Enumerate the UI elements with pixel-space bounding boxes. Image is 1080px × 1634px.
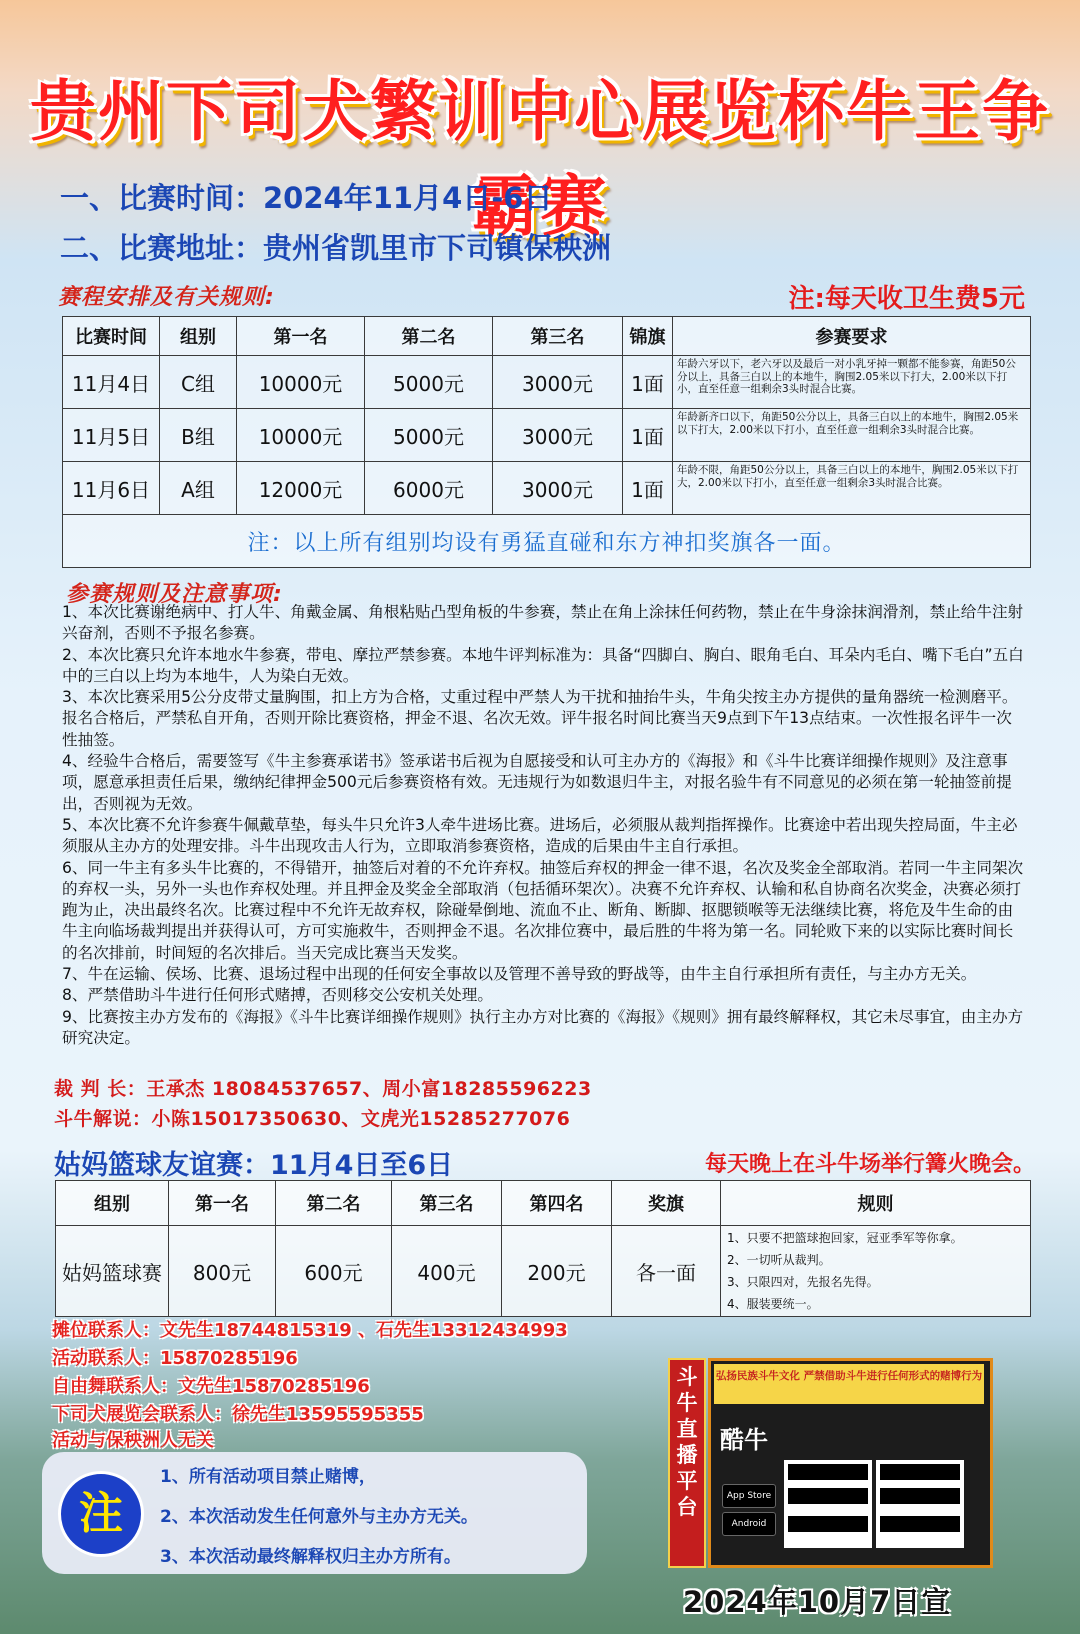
cell-fourth: 200元: [502, 1226, 612, 1317]
cell-second: 600元: [276, 1226, 392, 1317]
commentary: 斗牛解说：小陈15017350630、文虎光15285277076: [54, 1108, 571, 1130]
cell-third: 3000元: [493, 356, 623, 409]
header-cell: 参赛要求: [673, 317, 1031, 356]
table-note-row: [63, 515, 1031, 568]
match-table-header: [63, 317, 1031, 356]
rule-item: 7、牛在运输、侯场、比赛、退场过程中出现的任何安全事故以及管理不善导致的野战等，由牛主自行承担所有责任，与主办方无关。: [62, 965, 977, 984]
dance-contact: 自由舞联系人：文先生15870285196: [52, 1376, 370, 1397]
table-row: [56, 1226, 1031, 1317]
basketball-rule: 3、只限四对，先报名先得。: [727, 1275, 879, 1289]
cell-second: 5000元: [365, 409, 493, 462]
cell-group: 姑妈篮球赛: [56, 1226, 169, 1317]
app-name: 酷牛: [720, 1426, 768, 1454]
fee-note: 注:每天收卫生费5元: [788, 284, 1025, 314]
cell-third: 3000元: [493, 462, 623, 515]
header-cell: 第三名: [493, 317, 623, 356]
table-row: [63, 356, 1031, 409]
header-cell: 规则: [721, 1181, 1031, 1226]
table-row: [63, 462, 1031, 515]
cell-requirement: 年龄不限，角距50公分以上，具备三白以上的本地牛，胸围2.05米以下打大，2.00米以下打小，直至任意一组剩余3头时混合比赛。: [673, 462, 1031, 515]
header-cell: 比赛时间: [63, 317, 160, 356]
rule-item: 2、本次比赛只允许本地水牛参赛，带电、摩拉严禁参赛。本地牛评判标准为：具备“四脚白、胸白、眼角毛白、耳朵内毛白、嘴下毛白”五白中的三白以上均为本地牛，人为染白无效。: [62, 645, 1024, 685]
rule-item: 4、经验牛合格后，需要签写《牛主参赛承诺书》签承诺书后视为自愿接受和认可主办方的《海报》和《斗牛比赛详细操作规则》及注意事项，愿意承担责任后果，缴纳纪律押金500元后参赛资格有效。无违规行为如数退归牛主，对报名验牛有不同意见的必须在第一轮抽签前提出，否则视为无效。: [62, 752, 1012, 813]
activity-contact: 活动联系人：15870285196: [52, 1348, 298, 1369]
header-cell: 第四名: [502, 1181, 612, 1226]
schedule-heading: 赛程安排及有关规则:: [58, 285, 275, 310]
header-cell: 第三名: [392, 1181, 502, 1226]
android-badge: Android: [722, 1512, 776, 1536]
cell-date: 11月4日: [63, 356, 160, 409]
cell-banner: 1面: [623, 462, 673, 515]
notice-line: 2、本次活动发生任何意外与主办方无关。: [160, 1507, 478, 1527]
disclaimer-contact: 活动与保秧洲人无关: [52, 1430, 214, 1451]
cell-date: 11月5日: [63, 409, 160, 462]
cell-first: 12000元: [237, 462, 365, 515]
poster-title: 贵州下司犬繁训中心展览杯牛王争霸赛: [30, 72, 1050, 245]
dog-show-contact: 下司犬展览会联系人：徐先生13595595355: [52, 1404, 424, 1425]
cell-group: A组: [160, 462, 237, 515]
match-table: [62, 316, 1031, 568]
header-cell: 第一名: [237, 317, 365, 356]
rule-item: 5、本次比赛不允许参赛牛佩戴草垫，每头牛只允许3人牵牛进场比赛。进场后，必须服从裁判指挥操作。比赛途中若出现失控局面，牛主必须服从主办方的处理安排。斗牛出现攻击人行为，立即取消参赛资格，造成的后果由牛主自行承担。: [62, 815, 1018, 856]
basketball-table: [55, 1180, 1031, 1317]
cell-third: 400元: [392, 1226, 502, 1317]
cell-first: 10000元: [237, 356, 365, 409]
rules-list: [62, 602, 1027, 1049]
cell-group: C组: [160, 356, 237, 409]
header-cell: 第一名: [169, 1181, 276, 1226]
qr-code-icon: [784, 1460, 872, 1548]
header-cell: 第二名: [276, 1181, 392, 1226]
notice-line: 3、本次活动最终解释权归主办方所有。: [160, 1547, 461, 1567]
match-place: 二、比赛地址：贵州省凯里市下司镇保秧洲: [60, 231, 612, 265]
bonfire-note: 每天晚上在斗牛场举行篝火晚会。: [704, 1152, 1035, 1177]
cell-flag: 各一面: [612, 1226, 721, 1317]
notice-badge: 注: [58, 1471, 144, 1557]
cell-second: 5000元: [365, 356, 493, 409]
cell-date: 11月6日: [63, 462, 160, 515]
header-cell: 第二名: [365, 317, 493, 356]
rule-item: 3、本次比赛采用5公分皮带丈量胸围，扣上方为合格，丈重过程中严禁人为干扰和抽抬牛头，牛角尖按主办方提供的量角器统一检测磨平。报名合格后，严禁私自开角，否则开除比赛资格，押金不退、名次无效。评牛报名时间比赛当天9点到下午13点结束。一次性报名评牛一次性抽签。: [62, 688, 1018, 749]
qr-code-icon: [876, 1460, 964, 1548]
rules-heading: 参赛规则及注意事项:: [66, 582, 283, 607]
cell-requirement: 年龄新齐口以下，角距50公分以上，具备三白以上的本地牛，胸围2.05米以下打大，2.00米以下打小，直至任意一组剩余3头时混合比赛。: [673, 409, 1031, 462]
match-time: 一、比赛时间：2024年11月4日-6日: [60, 181, 553, 215]
table-row: [63, 409, 1031, 462]
basketball-rule: 4、服装要统一。: [727, 1297, 819, 1311]
cell-requirement: 年龄六牙以下，老六牙以及最后一对小乳牙掉一颗都不能参赛，角距50公分以上，具备三白以上的本地牛，胸围2.05米以下打大，2.00米以下打小，直至任意一组剩余3头时混合比赛。: [673, 356, 1031, 409]
basketball-header: [56, 1181, 1031, 1226]
table-note: 注：以上所有组别均设有勇猛直碰和东方神扣奖旗各一面。: [63, 515, 1031, 568]
chief-referee: 裁 判 长：王承杰 18084537657、周小富18285596223: [54, 1078, 592, 1100]
rule-item: 1、本次比赛谢绝病中、打人牛、角戴金属、角根粘贴凸型角板的牛参赛，禁止在角上涂抹任何药物，禁止在牛身涂抹润滑剂，禁止给牛注射兴奋剂，否则不予报名参赛。: [62, 603, 1024, 643]
cell-third: 3000元: [493, 409, 623, 462]
cell-banner: 1面: [623, 356, 673, 409]
cell-group: B组: [160, 409, 237, 462]
issue-date: 2024年10月7日宣: [683, 1585, 952, 1619]
rule-item: 8、严禁借助斗牛进行任何形式赌搏，否则移交公安机关处理。: [62, 986, 493, 1005]
cell-first: 10000元: [237, 409, 365, 462]
live-platform-label: 斗牛直播平台: [668, 1358, 706, 1568]
cell-rules: [721, 1226, 1031, 1317]
app-store-badge: App Store: [722, 1484, 776, 1508]
basketball-rule: 2、一切听从裁判。: [727, 1253, 831, 1267]
header-cell: 组别: [160, 317, 237, 356]
rule-item: 6、同一牛主有多头牛比赛的，不得错开，抽签后对着的不允许弃权。抽签后弃权的押金一律不退，名次及奖金全部取消。若同一牛主同架次的弃权一头，另外一头也作弃权处理。并且押金及奖金全部取消（包括循环架次）。决赛不允许弃权、认输和私自协商名次奖金，决赛必须打跑为止，决出最终名次。比赛过程中不允许无故弃权，除碰晕倒地、流血不止、断角、断脚、抠腮锁喉等无法继续比赛，将危及牛生命的由牛主向临场裁判提出并获得认可，方可实施救牛，否则押金不退。名次排位赛中，最后胜的牛将为第一名。同轮败下来的以实际比赛时间长的名次排前，时间短的名次排后。当天完成比赛当天发奖。: [62, 858, 1024, 962]
basketball-title: 姑妈篮球友谊赛：11月4日至6日: [54, 1150, 454, 1181]
cell-banner: 1面: [623, 409, 673, 462]
rule-item: 9、比赛按主办方发布的《海报》《斗牛比赛详细操作规则》执行主办方对比赛的《海报》《规则》拥有最终解释权，其它未尽事宜，由主办方研究决定。: [62, 1007, 1024, 1047]
header-cell: 奖旗: [612, 1181, 721, 1226]
booth-contact: 摊位联系人：文先生18744815319 、石先生13312434993: [52, 1320, 568, 1341]
header-cell: 组别: [56, 1181, 169, 1226]
basketball-rule: 1、只要不把篮球抱回家，冠亚季军等你拿。: [727, 1231, 963, 1245]
header-cell: 锦旗: [623, 317, 673, 356]
cell-first: 800元: [169, 1226, 276, 1317]
notice-line: 1、所有活动项目禁止赌博，: [160, 1467, 376, 1487]
cell-second: 6000元: [365, 462, 493, 515]
qr-banner: 弘扬民族斗牛文化 严禁借助斗牛进行任何形式的赌博行为: [714, 1364, 984, 1404]
